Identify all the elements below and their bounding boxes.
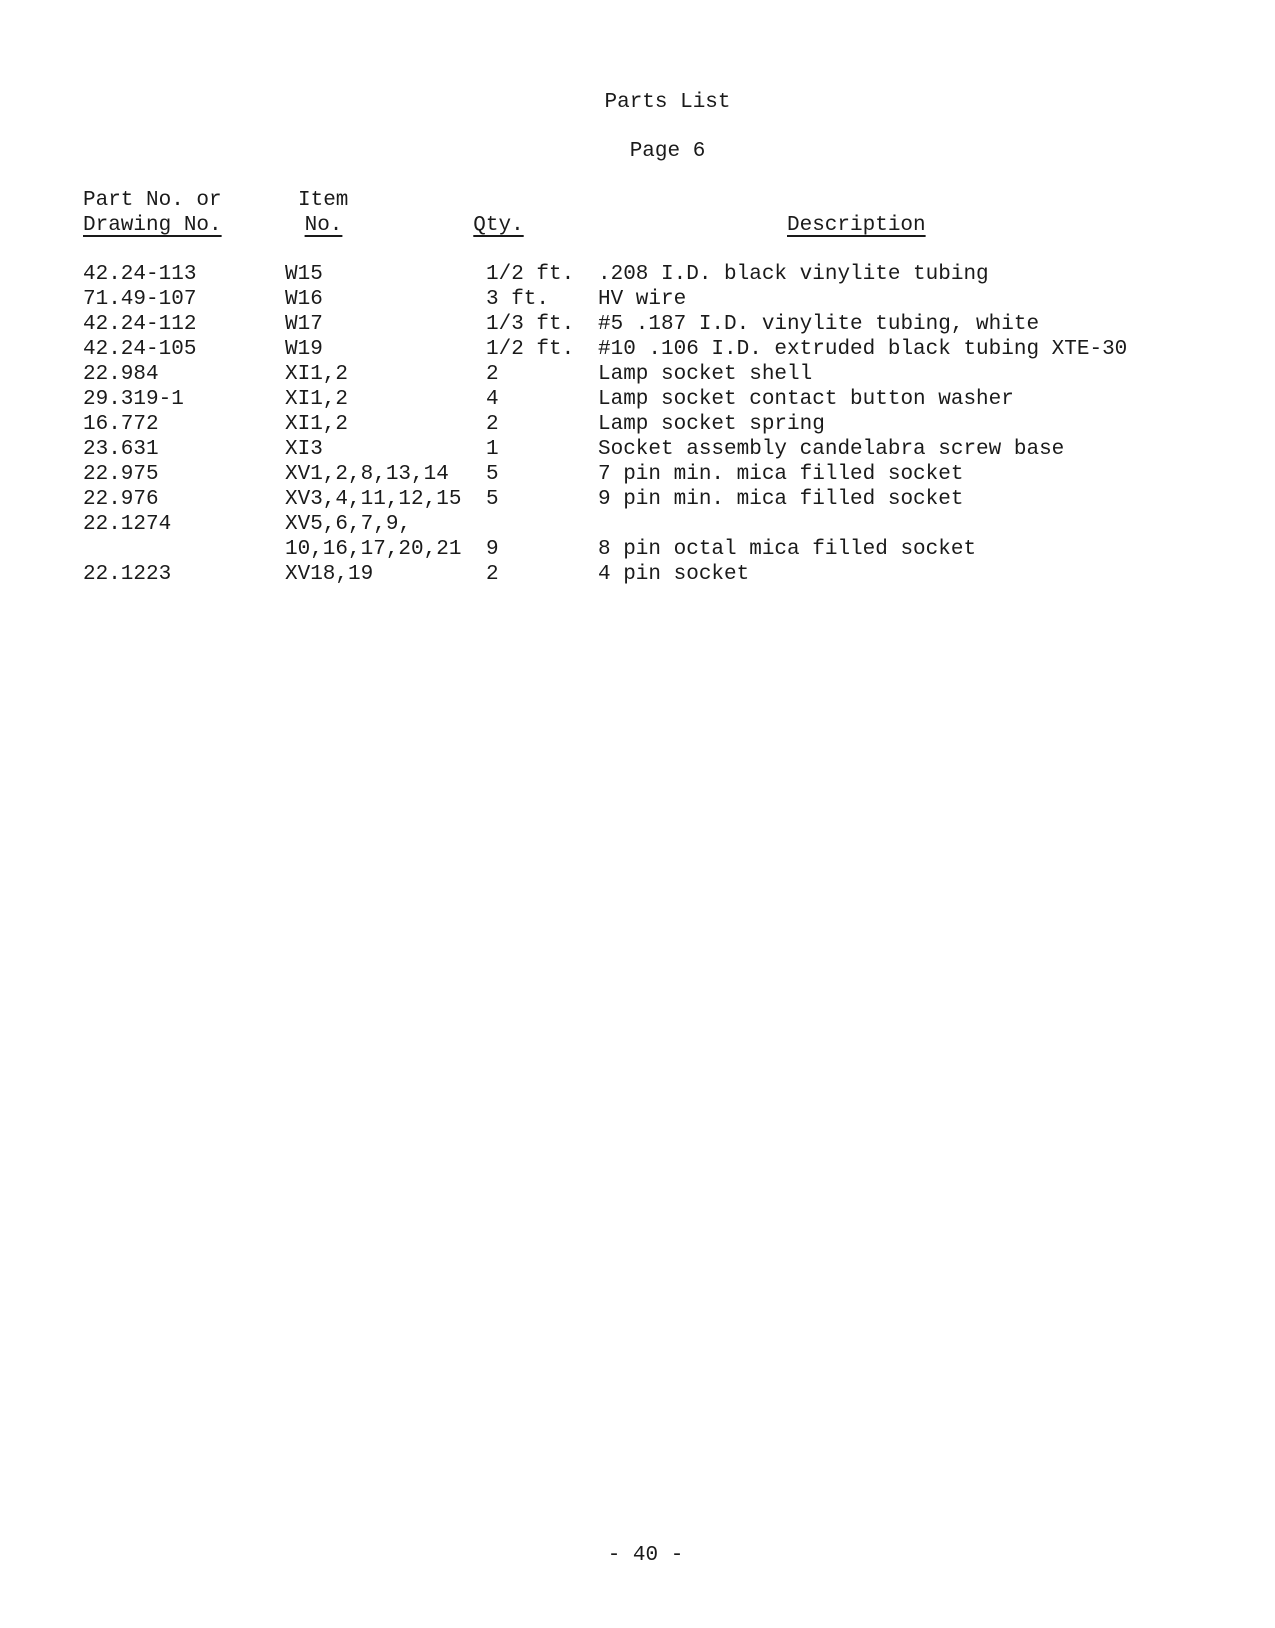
- description: #10 .106 I.D. extruded black tubing XTE-30: [598, 338, 1128, 361]
- item-number: XV1,2,8,13,14: [285, 463, 449, 486]
- item-number: 10,16,17,20,21: [285, 538, 462, 561]
- quantity: 1/2 ft.: [486, 338, 575, 361]
- description: #5 .187 I.D. vinylite tubing, white: [598, 313, 1040, 336]
- item-number: XV18,19: [285, 563, 374, 586]
- description: 9 pin min. mica filled socket: [598, 488, 964, 511]
- header-qty: Qty.: [473, 214, 524, 237]
- table-row: [0, 437, 1275, 462]
- part-number: 42.24-112: [83, 313, 197, 336]
- part-number: 16.772: [83, 413, 159, 436]
- quantity: 3 ft.: [486, 288, 550, 311]
- description: Lamp socket shell: [598, 363, 813, 386]
- document-title: Parts List: [604, 91, 731, 114]
- part-number: 22.976: [83, 488, 159, 511]
- table-row: [0, 562, 1275, 587]
- quantity: 1/2 ft.: [486, 263, 575, 286]
- table-row: [0, 462, 1275, 487]
- part-number: 42.24-105: [83, 338, 197, 361]
- description: 7 pin min. mica filled socket: [598, 463, 964, 486]
- item-number: XV5,6,7,9,: [285, 513, 412, 536]
- table-row: [0, 312, 1275, 337]
- page-label: Page 6: [629, 140, 706, 163]
- item-number: XI3: [285, 438, 323, 461]
- item-number: W15: [285, 263, 323, 286]
- item-number: W16: [285, 288, 323, 311]
- item-number: W19: [285, 338, 323, 361]
- table-row: [0, 337, 1275, 362]
- table-row: [0, 262, 1275, 287]
- quantity: 1/3 ft.: [486, 313, 575, 336]
- part-number: 42.24-113: [83, 263, 197, 286]
- part-number: 22.975: [83, 463, 159, 486]
- table-row: [0, 287, 1275, 312]
- table-row: [0, 362, 1275, 387]
- header-item-no-line2: No.: [304, 214, 343, 237]
- table-row: [0, 537, 1275, 562]
- item-number: XI1,2: [285, 413, 349, 436]
- table-row: [0, 387, 1275, 412]
- part-number: 22.1223: [83, 563, 172, 586]
- table-row: [0, 512, 1275, 537]
- part-number: 22.1274: [83, 513, 172, 536]
- header-description: Description: [787, 214, 926, 237]
- quantity: 4: [486, 388, 499, 411]
- item-number: XI1,2: [285, 388, 349, 411]
- quantity: 1: [486, 438, 499, 461]
- quantity: 5: [486, 463, 499, 486]
- quantity: 5: [486, 488, 499, 511]
- description: .208 I.D. black vinylite tubing: [598, 263, 989, 286]
- description: 4 pin socket: [598, 563, 750, 586]
- table-row: [0, 487, 1275, 512]
- description: 8 pin octal mica filled socket: [598, 538, 977, 561]
- item-number: XV3,4,11,12,15: [285, 488, 462, 511]
- header-part-no-line2: Drawing No.: [83, 214, 222, 237]
- description: HV wire: [598, 288, 687, 311]
- quantity: 9: [486, 538, 499, 561]
- description: Socket assembly candelabra screw base: [598, 438, 1065, 461]
- description: Lamp socket contact button washer: [598, 388, 1014, 411]
- description: Lamp socket spring: [598, 413, 825, 436]
- part-number: 71.49-107: [83, 288, 197, 311]
- quantity: 2: [486, 363, 499, 386]
- item-number: XI1,2: [285, 363, 349, 386]
- item-number: W17: [285, 313, 323, 336]
- header-part-no-line1: Part No. or: [83, 189, 222, 212]
- part-number: 22.984: [83, 363, 159, 386]
- part-number: 29.319-1: [83, 388, 184, 411]
- quantity: 2: [486, 413, 499, 436]
- header-item-no-line1: Item: [298, 189, 349, 212]
- part-number: 23.631: [83, 438, 159, 461]
- page-number: - 40 -: [607, 1544, 684, 1567]
- table-row: [0, 412, 1275, 437]
- quantity: 2: [486, 563, 499, 586]
